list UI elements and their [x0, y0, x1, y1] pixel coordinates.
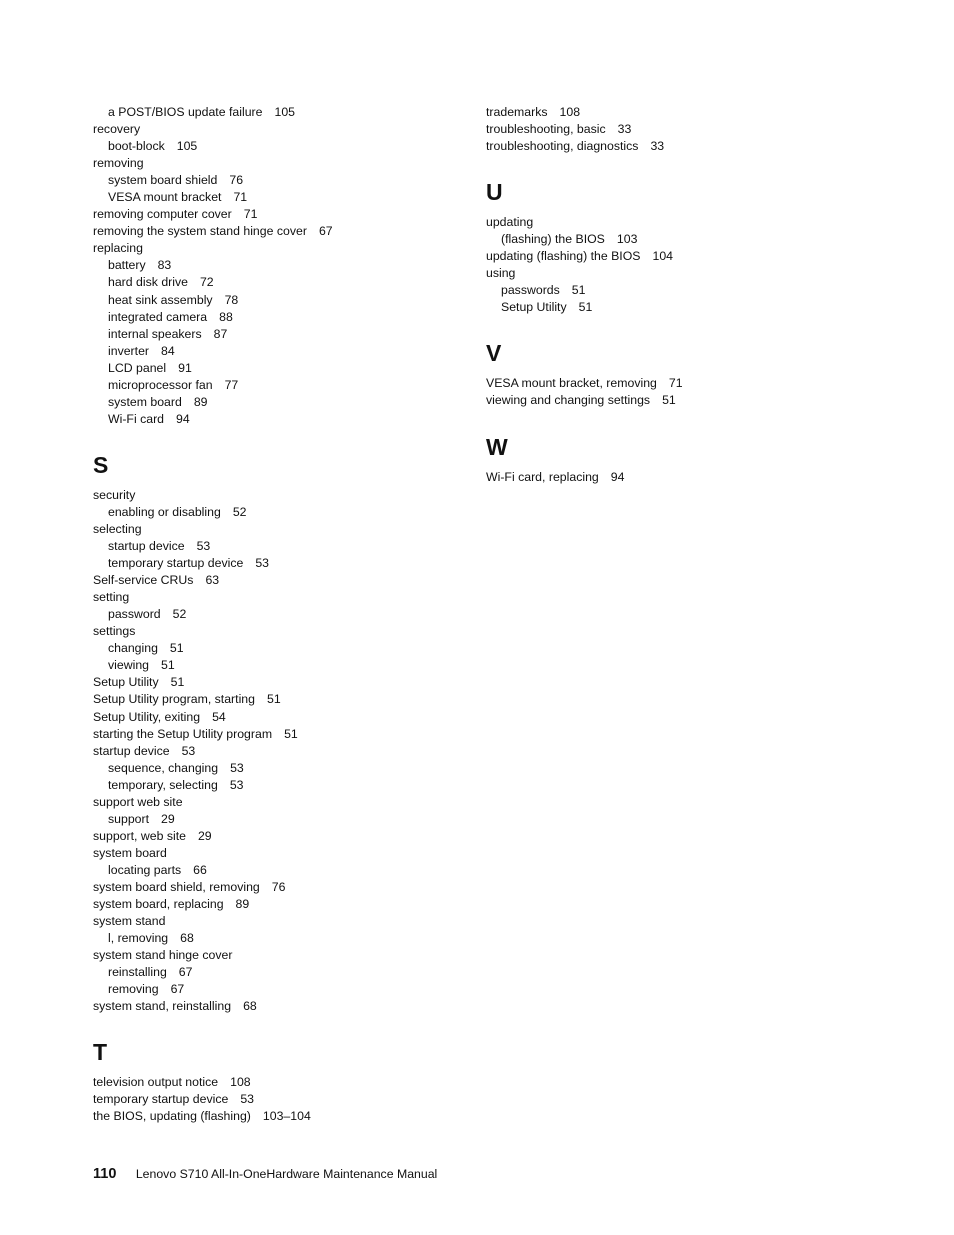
- page-reference: 53: [230, 760, 244, 775]
- index-entry: [93, 896, 463, 913]
- index-term: hard disk drive: [108, 275, 188, 290]
- page-reference: 54: [212, 709, 226, 724]
- index-term: password: [108, 607, 161, 622]
- index-term: heat sink assembly: [108, 292, 213, 307]
- index-subentry: [93, 411, 463, 428]
- page-reference: 67: [318, 224, 333, 239]
- index-subentry: [93, 104, 463, 121]
- page-reference: 72: [199, 275, 214, 290]
- index-entry: [93, 709, 463, 726]
- index-term: television output notice: [93, 1075, 219, 1090]
- page-reference: 89: [193, 394, 208, 409]
- index-term: enabling or disabling: [108, 504, 221, 519]
- index-term: updating: [486, 215, 534, 230]
- page-reference: 103: [616, 232, 638, 247]
- index-term: system board, replacing: [93, 897, 224, 912]
- index-term: viewing and changing settings: [486, 393, 651, 408]
- index-entry: [93, 155, 463, 172]
- index-term: boot-block: [108, 139, 165, 154]
- index-term: l, removing: [108, 931, 169, 946]
- index-entry: [93, 998, 463, 1015]
- index-entry: [93, 726, 463, 743]
- index-entry: [486, 375, 866, 392]
- index-subentry: [93, 189, 463, 206]
- page-reference: 53: [240, 1092, 255, 1107]
- index-entry: [93, 947, 463, 964]
- index-subentry: [93, 343, 463, 360]
- index-entry: [486, 248, 866, 265]
- index-entry: [93, 206, 463, 223]
- index-term: trademarks: [486, 105, 548, 119]
- index-term: internal speakers: [108, 326, 202, 341]
- index-subentry: [93, 930, 463, 947]
- index-term: sequence, changing: [108, 760, 219, 775]
- index-term: temporary, selecting: [108, 777, 218, 792]
- index-subentry: [93, 862, 463, 879]
- index-entry: [93, 487, 463, 504]
- index-term: reinstalling: [108, 965, 167, 980]
- index-entry: [93, 240, 463, 257]
- index-term: temporary startup device: [93, 1092, 229, 1107]
- page-reference: 33: [650, 139, 665, 154]
- index-term: locating parts: [108, 862, 182, 877]
- index-entry: [486, 392, 866, 409]
- page-reference: 71: [233, 190, 248, 205]
- index-subentry: [486, 231, 866, 248]
- index-term: setting: [93, 590, 130, 605]
- index-subentry: [486, 299, 866, 316]
- index-subentry: [93, 394, 463, 411]
- index-entry: [93, 223, 463, 240]
- page-reference: 67: [178, 965, 193, 980]
- page-reference: 68: [180, 931, 194, 946]
- page-reference: 29: [197, 828, 212, 843]
- page-reference: 108: [230, 1075, 251, 1090]
- page-reference: 53: [255, 556, 270, 571]
- page-reference: 51: [571, 283, 586, 298]
- index-term: troubleshooting, basic: [486, 122, 606, 137]
- page-reference: 87: [213, 326, 228, 341]
- page-reference: 53: [229, 777, 244, 792]
- index-term: troubleshooting, diagnostics: [486, 139, 639, 154]
- index-subentry: [93, 538, 463, 555]
- manual-title: Lenovo S710 All-In-OneHardware Maintenance Manual: [135, 1167, 438, 1181]
- index-term: Wi-Fi card, replacing: [486, 469, 599, 484]
- page-reference: 108: [559, 105, 581, 119]
- page-reference: 53: [181, 743, 196, 758]
- index-entry: [486, 265, 866, 282]
- index-term: microprocessor fan: [108, 377, 213, 392]
- index-entry: [93, 879, 463, 896]
- page-reference: 88: [219, 309, 233, 324]
- index-term: startup device: [108, 539, 185, 554]
- index-term: inverter: [108, 343, 150, 358]
- index-subentry: [93, 555, 463, 572]
- page-reference: 66: [193, 862, 207, 877]
- index-term: temporary startup device: [108, 556, 244, 571]
- index-term: support: [108, 811, 150, 826]
- page-reference: 83: [157, 258, 172, 273]
- index-term: support, web site: [93, 828, 186, 843]
- page-reference: 84: [161, 343, 175, 358]
- section-letter: T: [93, 1039, 108, 1066]
- index-term: Setup Utility: [501, 300, 567, 315]
- page-reference: 76: [271, 879, 286, 894]
- page-reference: 51: [578, 300, 593, 315]
- index-term: Wi-Fi card: [108, 411, 165, 426]
- page-reference: 77: [224, 377, 239, 392]
- index-subentry: [486, 282, 866, 299]
- index-term: system stand hinge cover: [93, 948, 233, 963]
- index-entry: [486, 138, 866, 155]
- page-reference: 91: [178, 360, 192, 375]
- page-reference: 33: [617, 122, 632, 137]
- index-term: integrated camera: [108, 309, 208, 324]
- index-term: support web site: [93, 794, 183, 809]
- index-entry: [93, 121, 463, 138]
- index-term: removing: [108, 982, 159, 997]
- index-term: removing: [93, 156, 144, 171]
- index-term: startup device: [93, 743, 170, 758]
- index-subentry: [93, 504, 463, 521]
- page-reference: 51: [266, 692, 281, 707]
- index-subentry: [93, 811, 463, 828]
- index-term: a POST/BIOS update failure: [108, 105, 263, 119]
- index-entry: [93, 572, 463, 589]
- index-term: (flashing) the BIOS: [501, 232, 605, 247]
- page-reference: 53: [196, 539, 211, 554]
- section-letter: S: [93, 451, 109, 478]
- index-term: Setup Utility, exiting: [93, 709, 201, 724]
- page-reference: 104: [652, 249, 674, 264]
- section-letter: V: [486, 340, 502, 367]
- index-entry: [486, 214, 866, 231]
- index-entry: [93, 1074, 463, 1091]
- index-subentry: [93, 138, 463, 155]
- index-term: battery: [108, 258, 146, 273]
- index-term: viewing: [108, 658, 150, 673]
- index-subentry: [93, 640, 463, 657]
- index-term: system stand: [93, 914, 166, 929]
- index-subentry: [93, 172, 463, 189]
- page-reference: 94: [176, 411, 190, 426]
- index-subentry: [93, 360, 463, 377]
- page-reference: 51: [284, 726, 298, 741]
- index-entry: [93, 913, 463, 930]
- index-term: recovery: [93, 122, 141, 137]
- index-entry: [93, 794, 463, 811]
- page-reference: 105: [176, 139, 198, 154]
- index-column-right: [486, 104, 866, 486]
- index-entry: [93, 589, 463, 606]
- page-reference: 94: [610, 469, 625, 484]
- index-column-left: [93, 104, 463, 1125]
- page-reference: 76: [229, 173, 244, 188]
- index-term: system board shield: [108, 173, 218, 188]
- page-reference: 68: [243, 999, 257, 1014]
- index-term: system board: [93, 845, 167, 860]
- index-entry: [93, 521, 463, 538]
- index-subentry: [93, 606, 463, 623]
- index-subentry: [93, 657, 463, 674]
- index-term: LCD panel: [108, 360, 167, 375]
- index-subentry: [93, 760, 463, 777]
- index-term: passwords: [501, 283, 560, 298]
- index-term: VESA mount bracket: [108, 190, 222, 205]
- index-term: replacing: [93, 241, 143, 256]
- page-number: 110: [93, 1166, 117, 1182]
- page-reference: 89: [235, 897, 250, 912]
- page-reference: 103–104: [262, 1109, 311, 1124]
- index-subentry: [93, 309, 463, 326]
- page-reference: 67: [170, 982, 185, 997]
- index-entry: [486, 469, 866, 486]
- page-footer: [93, 1166, 437, 1182]
- index-subentry: [93, 326, 463, 343]
- page-reference: 52: [232, 504, 247, 519]
- index-entry: [93, 845, 463, 862]
- index-term: removing computer cover: [93, 207, 232, 222]
- page-reference: 71: [668, 376, 683, 391]
- index-entry: [93, 743, 463, 760]
- index-subentry: [93, 257, 463, 274]
- index-entry: [486, 121, 866, 138]
- index-entry: [93, 691, 463, 708]
- index-term: using: [486, 266, 516, 281]
- index-entry: [93, 828, 463, 845]
- index-term: removing the system stand hinge cover: [93, 224, 307, 239]
- index-subentry: [93, 274, 463, 291]
- index-subentry: [93, 981, 463, 998]
- index-term: system stand, reinstalling: [93, 999, 232, 1014]
- page-reference: 51: [161, 658, 175, 673]
- index-term: changing: [108, 641, 158, 656]
- index-entry: [93, 623, 463, 640]
- index-term: Self-service CRUs: [93, 573, 194, 588]
- page-reference: 52: [172, 607, 187, 622]
- index-term: settings: [93, 624, 136, 639]
- index-subentry: [93, 777, 463, 794]
- index-term: system board: [108, 394, 182, 409]
- section-letter: U: [486, 179, 503, 206]
- page-reference: 78: [224, 292, 239, 307]
- index-term: starting the Setup Utility program: [93, 726, 273, 741]
- index-term: Setup Utility program, starting: [93, 692, 255, 707]
- section-letter: W: [486, 433, 508, 460]
- index-term: the BIOS, updating (flashing): [93, 1109, 251, 1124]
- page-reference: 71: [243, 207, 258, 222]
- index-subentry: [93, 292, 463, 309]
- index-term: security: [93, 487, 136, 502]
- index-term: Setup Utility: [93, 675, 159, 690]
- page-reference: 51: [662, 393, 676, 408]
- page-reference: 29: [161, 811, 175, 826]
- index-entry: [93, 674, 463, 691]
- index-term: selecting: [93, 521, 142, 536]
- index-term: updating (flashing) the BIOS: [486, 249, 641, 264]
- index-entry: [93, 1091, 463, 1108]
- page-reference: 63: [205, 573, 220, 588]
- index-entry: [486, 104, 866, 121]
- index-subentry: [93, 377, 463, 394]
- index-term: VESA mount bracket, removing: [486, 376, 657, 391]
- index-entry: [93, 1108, 463, 1125]
- index-term: system board shield, removing: [93, 879, 260, 894]
- page-reference: 105: [274, 105, 296, 119]
- page-reference: 51: [169, 641, 184, 656]
- page-reference: 51: [170, 675, 185, 690]
- index-subentry: [93, 964, 463, 981]
